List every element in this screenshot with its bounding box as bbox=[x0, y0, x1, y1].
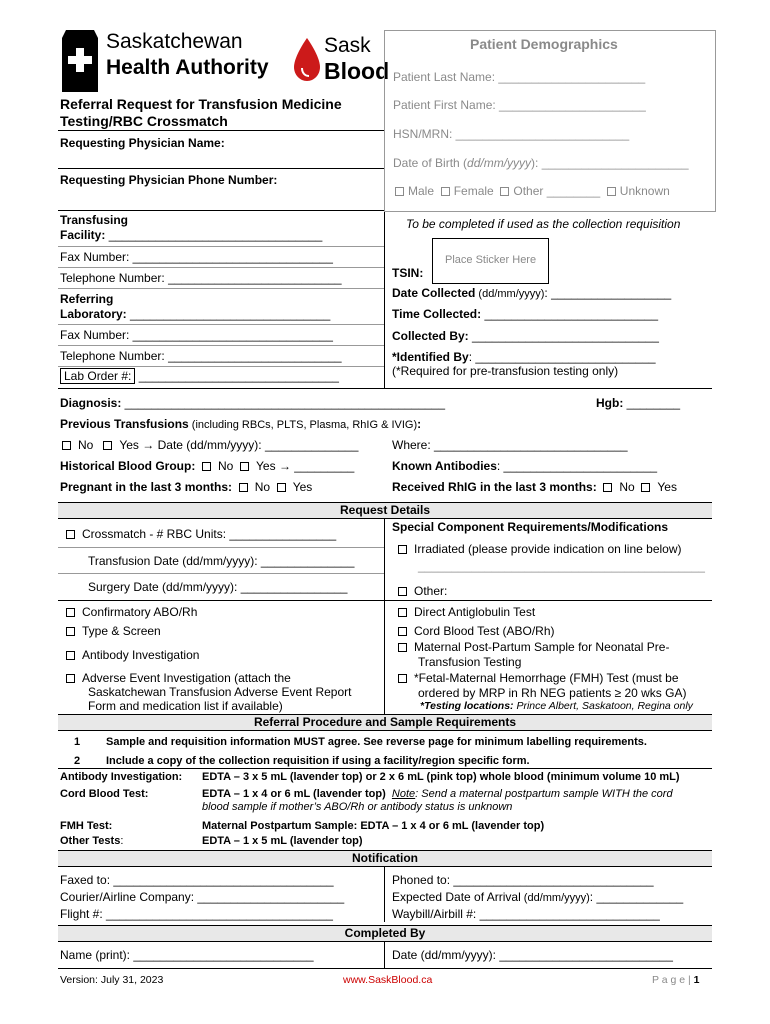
transfusing-facility-label: Transfusing bbox=[60, 213, 129, 227]
notification-header: Notification bbox=[58, 850, 712, 867]
fmh-line2: ordered by MRP in Rh NEG patients ≥ 20 wks GA) bbox=[418, 686, 687, 700]
patient-first-name-field[interactable]: Patient First Name: ______________________ bbox=[393, 98, 646, 112]
collected-by-field[interactable]: Collected By: ____________________________ bbox=[392, 329, 659, 343]
fmh-sample-label: FMH Test: bbox=[60, 820, 113, 832]
surgery-date-field[interactable]: Surgery Date (dd/mm/yyyy): ________________ bbox=[88, 580, 348, 594]
required-note: (*Required for pre-transfusion testing only) bbox=[392, 364, 619, 378]
expected-arrival-field[interactable]: Expected Date of Arrival (dd/mm/yyyy): _____________ bbox=[392, 890, 684, 904]
procedure-item-1: Sample and requisition information MUST agree. See reverse page for minimum labelling requirements. bbox=[106, 736, 647, 748]
blood-drop-icon bbox=[294, 38, 320, 82]
prev-transfusion-yes-checkbox[interactable]: Yes → Date (dd/mm/yyyy): ______________ bbox=[103, 438, 358, 452]
pregnant-yes-checkbox[interactable]: Yes bbox=[277, 480, 313, 494]
lab-order-field[interactable]: Lab Order #: ______________________________ bbox=[60, 369, 339, 383]
pregnant-no-checkbox[interactable]: No bbox=[239, 480, 270, 494]
patient-demographics-title: Patient Demographics bbox=[470, 36, 618, 52]
previous-transfusions-label: Previous Transfusions (including RBCs, PLTS, Plasma, RhIG & IVIG): bbox=[60, 417, 422, 431]
type-screen-checkbox[interactable]: Type & Screen bbox=[66, 624, 161, 638]
maternal-postpartum-checkbox[interactable]: Maternal Post-Partum Sample for Neonatal Pre- bbox=[398, 640, 669, 654]
female-checkbox[interactable]: Female bbox=[441, 184, 494, 198]
where-field[interactable]: Where: _____________________________ bbox=[392, 438, 628, 452]
faxed-to-field[interactable]: Faxed to: _________________________________ bbox=[60, 873, 334, 887]
crossmatch-checkbox[interactable]: Crossmatch - # RBC Units: ________________ bbox=[66, 527, 336, 541]
other-component-checkbox[interactable]: Other: bbox=[398, 584, 447, 598]
requesting-physician-phone-label[interactable]: Requesting Physician Phone Number: bbox=[60, 173, 278, 187]
fax-number-1-field[interactable]: Fax Number: ______________________________ bbox=[60, 250, 333, 264]
adverse-event-checkbox[interactable]: Adverse Event Investigation (attach the bbox=[66, 671, 291, 685]
telephone-number-2-field[interactable]: Telephone Number: __________________________ bbox=[60, 349, 342, 363]
confirmatory-abo-checkbox[interactable]: Confirmatory ABO/Rh bbox=[66, 605, 197, 619]
sex-options bbox=[395, 184, 670, 198]
rhig-no-checkbox[interactable]: No bbox=[603, 480, 634, 494]
courier-company-field[interactable]: Courier/Airline Company: ______________________ bbox=[60, 890, 345, 904]
transfusing-facility-field[interactable]: Facility: ________________________________ bbox=[60, 228, 323, 242]
sha-shield-icon bbox=[60, 28, 100, 94]
page-number: P a g e | 1 bbox=[652, 974, 700, 986]
cord-blood-checkbox[interactable]: Cord Blood Test (ABO/Rh) bbox=[398, 624, 555, 638]
transfusion-date-field[interactable]: Transfusion Date (dd/mm/yyyy): ______________ bbox=[88, 554, 355, 568]
fmh-checkbox[interactable]: *Fetal-Maternal Hemorrhage (FMH) Test (must be bbox=[398, 671, 679, 685]
maternal-postpartum-line2: Transfusion Testing bbox=[418, 655, 522, 669]
irradiated-checkbox[interactable]: Irradiated (please provide indication on line below) bbox=[398, 542, 682, 556]
referring-laboratory-label: Referring bbox=[60, 292, 114, 306]
phoned-to-field[interactable]: Phoned to: ______________________________ bbox=[392, 873, 654, 887]
dat-checkbox[interactable]: Direct Antiglobulin Test bbox=[398, 605, 535, 619]
telephone-number-1-field[interactable]: Telephone Number: __________________________ bbox=[60, 271, 342, 285]
collection-note: To be completed if used as the collection requisition bbox=[406, 217, 681, 231]
hsn-mrn-field[interactable]: HSN/MRN: __________________________ bbox=[393, 127, 630, 141]
fax-number-2-field[interactable]: Fax Number: ______________________________ bbox=[60, 328, 333, 342]
saskblood-line2: Blood bbox=[324, 58, 390, 84]
saskblood-website-link[interactable]: www.SaskBlood.ca bbox=[343, 974, 433, 986]
other-sample-text: EDTA – 1 x 5 mL (lavender top) bbox=[202, 835, 363, 847]
historical-blood-group: Historical Blood Group: No Yes → _________ bbox=[60, 459, 355, 473]
fmh-sample-text: Maternal Postpartum Sample: EDTA – 1 x 4 or 6 mL (lavender top) bbox=[202, 820, 545, 832]
procedure-header: Referral Procedure and Sample Requirements bbox=[58, 714, 712, 731]
hist-bg-no-checkbox[interactable]: No bbox=[202, 459, 233, 473]
date-of-birth-field[interactable]: Date of Birth (dd/mm/yyyy): ______________________ bbox=[393, 156, 689, 170]
previous-transfusions-options bbox=[62, 438, 358, 452]
hist-bg-yes-checkbox[interactable]: Yes → _________ bbox=[240, 459, 354, 473]
adverse-event-line3: Form and medication list if available) bbox=[88, 699, 283, 713]
cord-sample-note-line2: blood sample if mother’s ABO/Rh or antibody status is unknown bbox=[202, 801, 513, 813]
hgb-field[interactable]: Hgb: ________ bbox=[596, 396, 681, 410]
completed-by-header: Completed By bbox=[58, 925, 712, 942]
unknown-sex-checkbox[interactable]: Unknown bbox=[607, 184, 670, 198]
antibody-sample-label: Antibody Investigation: bbox=[60, 771, 183, 783]
form-title-line1: Referral Request for Transfusion Medicine bbox=[60, 96, 342, 112]
male-checkbox[interactable]: Male bbox=[395, 184, 434, 198]
other-sample-label: Other Tests: bbox=[60, 835, 124, 847]
lab-order-label: Lab Order #: bbox=[60, 368, 135, 384]
antibody-sample-text: EDTA – 3 x 5 mL (lavender top) or 2 x 6 mL (pink top) whole blood (minimum volume 10 mL) bbox=[202, 771, 680, 783]
completed-date-field[interactable]: Date (dd/mm/yyyy): __________________________ bbox=[392, 948, 673, 962]
procedure-item-2: Include a copy of the collection requisition if using a facility/region specific form. bbox=[106, 755, 530, 767]
sticker-placeholder: Place Sticker Here bbox=[445, 254, 537, 266]
antibody-investigation-checkbox[interactable]: Antibody Investigation bbox=[66, 648, 199, 662]
cord-sample-text: EDTA – 1 x 4 or 6 mL (lavender top) Note: Send a maternal postpartum sample WITH the cord bbox=[202, 788, 673, 800]
name-print-field[interactable]: Name (print): ___________________________ bbox=[60, 948, 314, 962]
adverse-event-line2: Saskatchewan Transfusion Adverse Event Report bbox=[88, 685, 352, 699]
time-collected-field[interactable]: Time Collected: __________________________ bbox=[392, 307, 658, 321]
cord-sample-label: Cord Blood Test: bbox=[60, 788, 149, 800]
known-antibodies-field[interactable]: Known Antibodies: _______________________ bbox=[392, 459, 658, 473]
saskblood-line1: Sask bbox=[324, 34, 371, 57]
date-collected-field[interactable]: Date Collected (dd/mm/yyyy): __________________ bbox=[392, 286, 672, 300]
special-component-title: Special Component Requirements/Modifications bbox=[392, 520, 669, 534]
waybill-field[interactable]: Waybill/Airbill #: ___________________________ bbox=[392, 907, 660, 921]
prev-transfusion-no-checkbox[interactable]: No bbox=[62, 438, 93, 452]
other-sex-checkbox[interactable]: Other ________ bbox=[500, 184, 600, 198]
patient-last-name-field[interactable]: Patient Last Name: ______________________ bbox=[393, 70, 646, 84]
referring-laboratory-field[interactable]: Laboratory: ______________________________ bbox=[60, 307, 331, 321]
rhig-yes-checkbox[interactable]: Yes bbox=[641, 480, 677, 494]
procedure-item-2-number: 2 bbox=[74, 755, 81, 767]
irradiated-indication-line[interactable]: ___________________________________________ bbox=[418, 559, 705, 573]
testing-locations: *Testing locations: Prince Albert, Saskatoon, Regina only bbox=[420, 700, 693, 712]
tsin-label[interactable]: TSIN: bbox=[392, 266, 424, 280]
pregnant-question: Pregnant in the last 3 months: No Yes bbox=[60, 480, 313, 494]
rhig-question: Received RhIG in the last 3 months: No Yes bbox=[392, 480, 677, 494]
version-text: Version: July 31, 2023 bbox=[60, 974, 164, 986]
sha-name-line1: Saskatchewan bbox=[106, 30, 243, 53]
requesting-physician-name-label[interactable]: Requesting Physician Name: bbox=[60, 136, 225, 150]
procedure-item-1-number: 1 bbox=[74, 736, 81, 748]
sha-name-line2: Health Authority bbox=[106, 56, 269, 79]
diagnosis-field[interactable]: Diagnosis: ________________________________________________ bbox=[60, 396, 446, 410]
request-details-header: Request Details bbox=[58, 502, 712, 519]
flight-number-field[interactable]: Flight #: __________________________________ bbox=[60, 907, 333, 921]
identified-by-field[interactable]: *Identified By: ___________________________ bbox=[392, 350, 656, 364]
form-title-line2: Testing/RBC Crossmatch bbox=[60, 113, 228, 129]
